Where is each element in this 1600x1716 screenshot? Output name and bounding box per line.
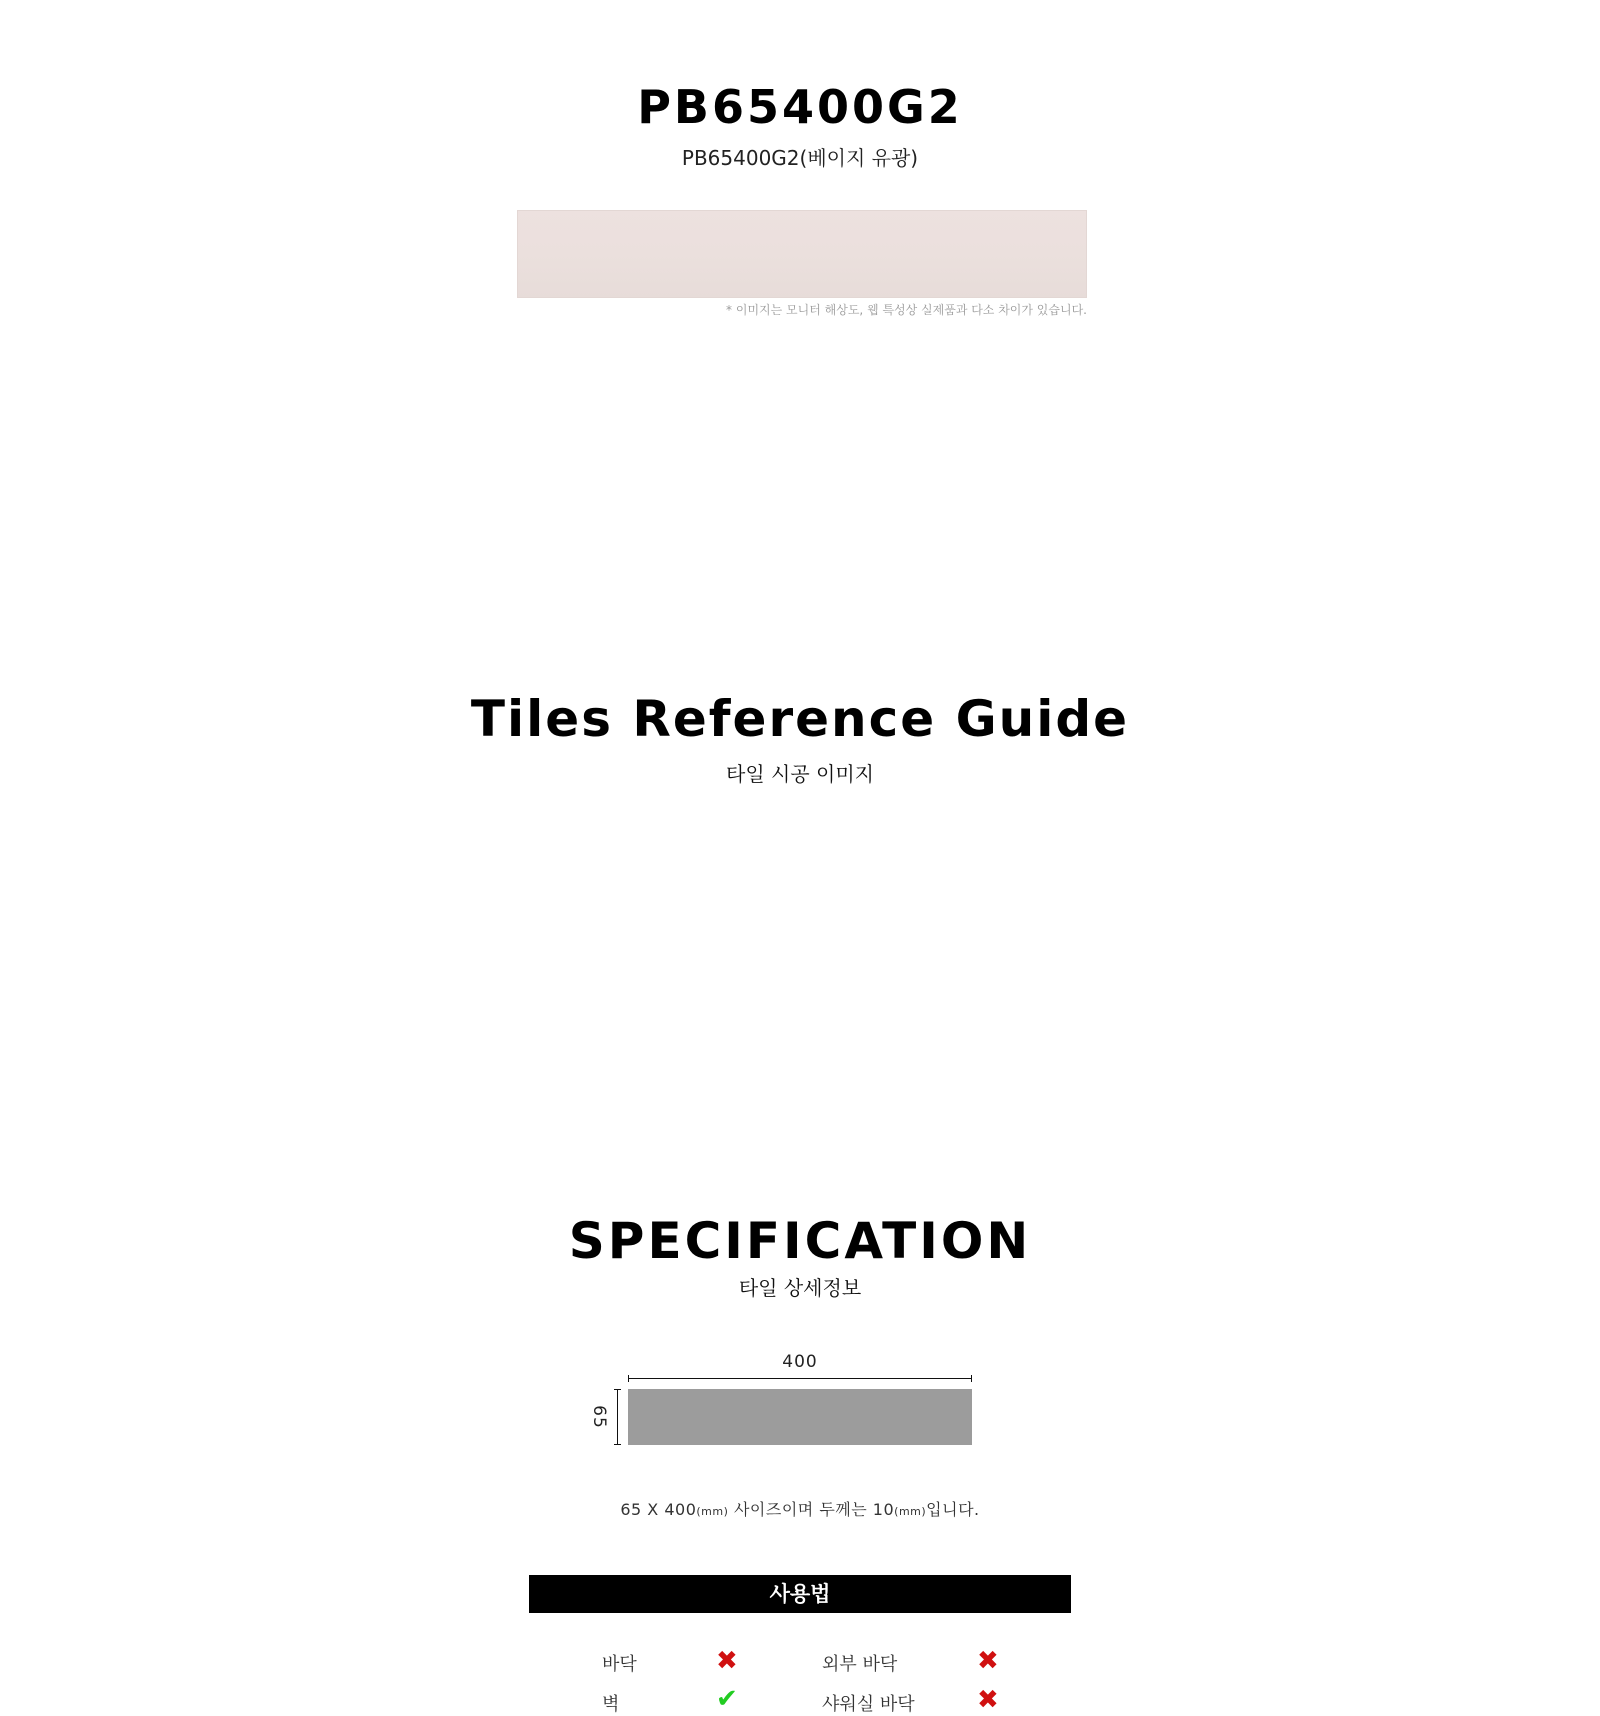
tile-size-shape [628, 1389, 972, 1445]
cross-icon: ✖ [716, 1646, 738, 1676]
tile-product-image [517, 210, 1087, 298]
size-description-end: 입니다. [926, 1500, 980, 1519]
width-dimension-line [628, 1378, 972, 1379]
check-icon: ✔ [716, 1684, 738, 1714]
width-dimension-label: 400 [782, 1352, 818, 1372]
size-description [0, 1497, 1600, 1520]
reference-guide-subtitle: 타일 시공 이미지 [726, 762, 874, 786]
reference-guide-title: Tiles Reference Guide [470, 690, 1130, 748]
cross-icon: ✖ [977, 1685, 999, 1715]
specification-title: SPECIFICATION [568, 1212, 1032, 1270]
usage-item-shower-floor-label: 샤워실 바닥 [822, 1694, 915, 1715]
cross-icon: ✖ [977, 1646, 999, 1676]
usage-item-exterior-floor-label: 외부 바닥 [822, 1654, 898, 1675]
usage-item-floor-label: 바닥 [602, 1654, 637, 1675]
product-code-title: PB65400G2 [637, 80, 963, 134]
height-dimension-line [617, 1389, 618, 1445]
height-dimension-label: 65 [589, 1405, 609, 1429]
specification-subtitle: 타일 상세정보 [738, 1276, 862, 1300]
image-disclaimer-note: * 이미지는 모니터 해상도, 웹 특성상 실제품과 다소 차이가 있습니다. [726, 303, 1087, 317]
size-description-middle: 사이즈이며 두께는 [728, 1500, 873, 1519]
usage-item-wall-label: 벽 [602, 1694, 620, 1715]
thickness-value: 10 [872, 1500, 895, 1519]
height-dimension-tick-top [614, 1389, 621, 1390]
product-name-subtitle: PB65400G2(베이지 유광) [681, 146, 919, 170]
width-dimension-tick-right [971, 1375, 972, 1382]
size-value: 65 X 400 [620, 1500, 697, 1519]
width-dimension-tick-left [628, 1375, 629, 1382]
usage-header: 사용법 [529, 1575, 1071, 1613]
thickness-unit: (mm) [894, 1505, 927, 1518]
height-dimension-tick-bottom [614, 1444, 621, 1445]
size-unit: (mm) [696, 1505, 729, 1518]
